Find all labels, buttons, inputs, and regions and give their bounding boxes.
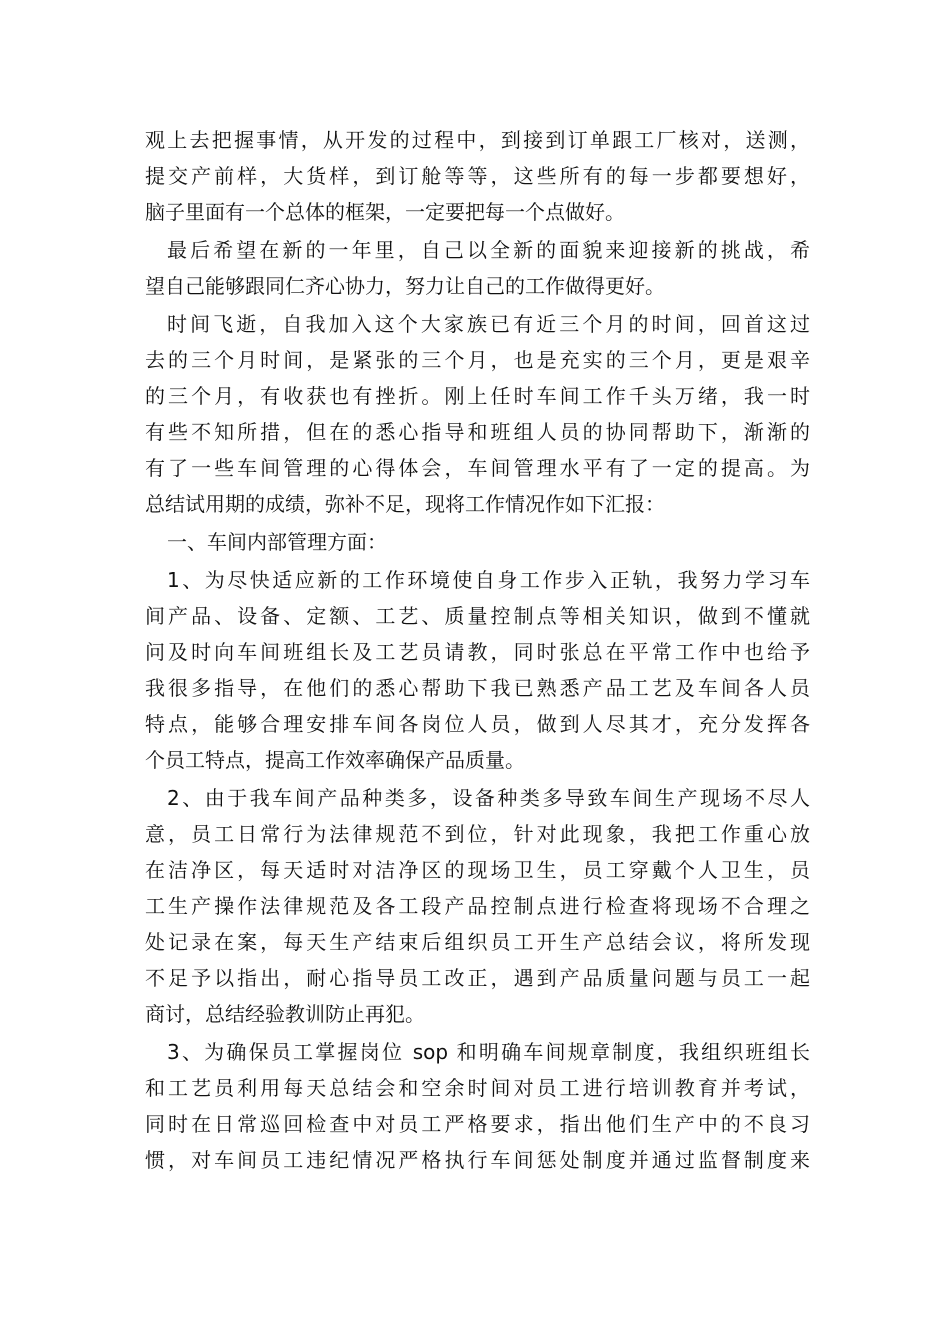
paragraph-first-line: 3、为确保员工掌握岗位 sop 和明确车间规章制度，我组织班组长 (167, 1040, 810, 1064)
text-line: 提交产前样，大货样，到订舱等等，这些所有的每一步都要想好， (145, 164, 810, 188)
text-line: 观上去把握事情，从开发的过程中，到接到订单跟工厂核对，送测， (145, 128, 810, 152)
text-line: 的三个月，有收获也有挫折。刚上任时车间工作千头万绪，我一时 (145, 384, 810, 408)
text-line: 意，员工日常行为法律规范不到位，针对此现象，我把工作重心放 (145, 822, 810, 846)
text-line: 在洁净区，每天适时对洁净区的现场卫生，员工穿戴个人卫生，员 (145, 858, 810, 882)
text-line: 间产品、设备、定额、工艺、质量控制点等相关知识，做到不懂就 (145, 604, 810, 628)
text-line: 有了一些车间管理的心得体会，车间管理水平有了一定的提高。为 (145, 456, 810, 480)
text-line: 惯，对车间员工违纪情况严格执行车间惩处制度并通过监督制度来 (145, 1148, 810, 1172)
text-line: 望自己能够跟同仁齐心协力，努力让自己的工作做得更好。 (145, 274, 665, 298)
text-line: 不足予以指出，耐心指导员工改正，遇到产品质量问题与员工一起 (145, 966, 810, 990)
text-line: 有些不知所措，但在的悉心指导和班组人员的协同帮助下，渐渐的 (145, 420, 810, 444)
text-line: 问及时向车间班组长及工艺员请教，同时张总在平常工作中也给予 (145, 640, 810, 664)
text-line: 个员工特点，提高工作效率确保产品质量。 (145, 748, 525, 772)
text-line: 工生产操作法律规范及各工段产品控制点进行检查将现场不合理之 (145, 894, 810, 918)
paragraph-first-line: 1、为尽快适应新的工作环境使自身工作步入正轨，我努力学习车 (167, 568, 810, 592)
text-line: 同时在日常巡回检查中对员工严格要求，指出他们生产中的不良习 (145, 1112, 810, 1136)
text-line: 我很多指导，在他们的悉心帮助下我已熟悉产品工艺及车间各人员 (145, 676, 810, 700)
paragraph-first-line: 最后希望在新的一年里，自己以全新的面貌来迎接新的挑战，希 (167, 238, 810, 262)
text-line: 处记录在案，每天生产结束后组织员工开生产总结会议，将所发现 (145, 930, 810, 954)
text-line: 和工艺员利用每天总结会和空余时间对员工进行培训教育并考试， (145, 1076, 810, 1100)
text-line: 商讨，总结经验教训防止再犯。 (145, 1002, 425, 1026)
text-line: 脑子里面有一个总体的框架，一定要把每一个点做好。 (145, 200, 625, 224)
section-heading: 一、车间内部管理方面： (167, 530, 387, 554)
text-line: 总结试用期的成绩，弥补不足，现将工作情况作如下汇报： (145, 492, 665, 516)
text-line: 特点，能够合理安排车间各岗位人员，做到人尽其才，充分发挥各 (145, 712, 810, 736)
text-line: 去的三个月时间，是紧张的三个月，也是充实的三个月，更是艰辛 (145, 348, 810, 372)
paragraph-first-line: 2、由于我车间产品种类多，设备种类多导致车间生产现场不尽人 (167, 786, 810, 810)
paragraph-first-line: 时间飞逝，自我加入这个大家族已有近三个月的时间，回首这过 (167, 312, 810, 336)
